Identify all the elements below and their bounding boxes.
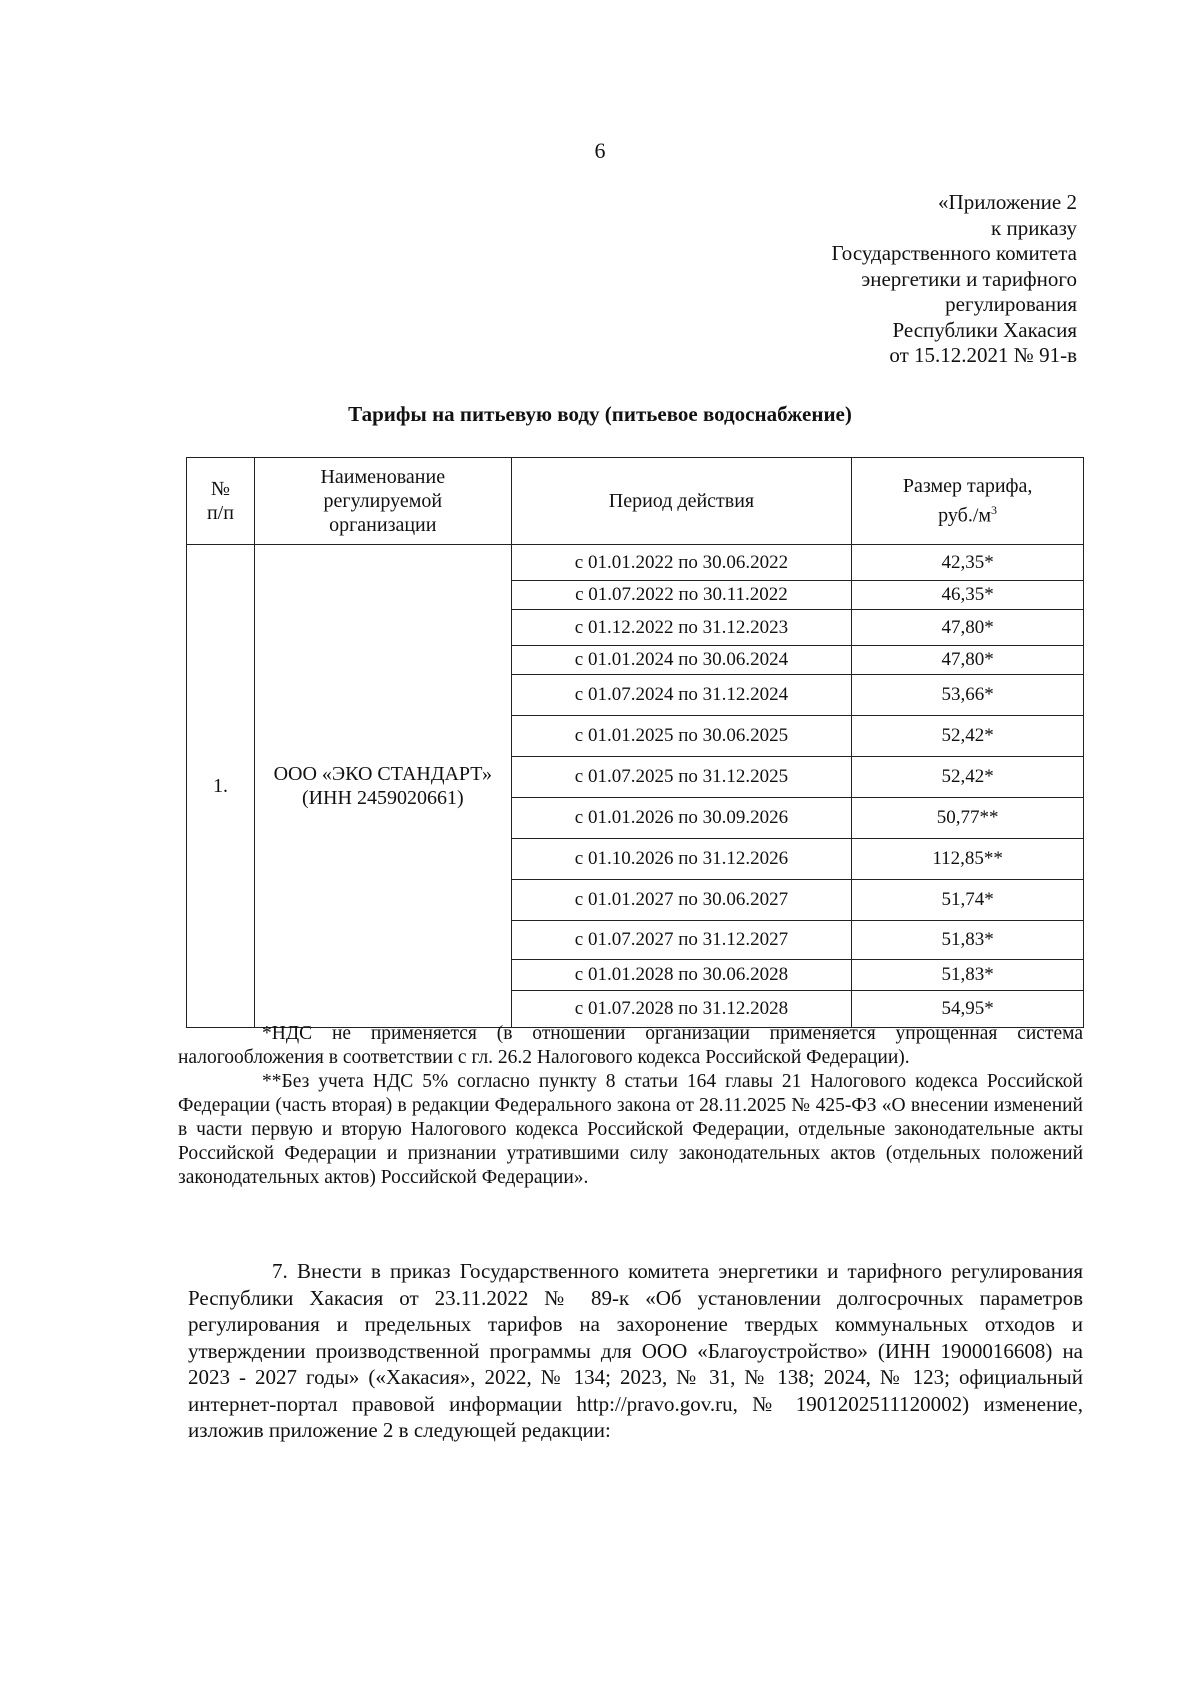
header-organization bbox=[254, 458, 511, 545]
organization-inn: (ИНН 2459020661) bbox=[301, 787, 464, 809]
period-cell: с 01.07.2024 по 31.12.2024 bbox=[511, 675, 852, 716]
period-cell: с 01.12.2022 по 31.12.2023 bbox=[511, 610, 852, 646]
period-cell: с 01.07.2028 по 31.12.2028 bbox=[511, 991, 852, 1028]
rate-unit: руб./м bbox=[938, 504, 992, 527]
appendix-line: Государственного комитета bbox=[831, 241, 1077, 265]
rate-cell: 51,74* bbox=[852, 880, 1084, 921]
organization-name: ООО «ЭКО СТАНДАРТ» bbox=[273, 763, 492, 785]
appendix-line: к приказу bbox=[991, 215, 1077, 240]
period-cell: с 01.01.2024 по 30.06.2024 bbox=[511, 646, 852, 675]
period-cell: с 01.01.2028 по 30.06.2028 bbox=[511, 960, 852, 991]
clause-7 bbox=[188, 1258, 1083, 1444]
rate-unit-superscript: 3 bbox=[991, 503, 998, 518]
period-cell: с 01.01.2027 по 30.06.2027 bbox=[511, 880, 852, 921]
tariff-table bbox=[186, 457, 1084, 1028]
appendix-line: «Приложение 2 bbox=[938, 190, 1077, 214]
period-cell: с 01.07.2027 по 31.12.2027 bbox=[511, 921, 852, 960]
table-header-row bbox=[187, 458, 1084, 545]
rate-cell: 50,77** bbox=[852, 798, 1084, 839]
header-rate-unit bbox=[852, 498, 1083, 528]
rate-cell: 112,85** bbox=[852, 839, 1084, 880]
rate-cell: 53,66* bbox=[852, 675, 1084, 716]
period-cell: с 01.01.2026 по 30.09.2026 bbox=[511, 798, 852, 839]
period-cell: с 01.01.2022 по 30.06.2022 bbox=[511, 545, 852, 581]
header-rate bbox=[852, 458, 1084, 545]
row-number-cell: 1. bbox=[187, 545, 255, 1028]
rate-cell: 46,35* bbox=[852, 581, 1084, 610]
rate-cell: 42,35* bbox=[852, 545, 1084, 581]
clause-7-text: 7. Внести в приказ Государственного комитета энергетики и тарифного регулирования Республики Хакасия от 23.11.2022 № 89-к «Об установлении долгосрочных параметров регулирования и предельных тарифов на захоронение твердых коммунальных отходов и утверждении производственной программы для ООО «Благоустройство» (ИНН 1900016608) на 2023 - 2027 годы» («Хакасия», 2022, № 134; 2023, № 31, № 138; 2024, № 123; официальный интернет-портал правовой информации http://pravo.gov.ru, № 1901202511120002) изменение, изложив приложение 2 в следующей редакции: bbox=[188, 1259, 1083, 1442]
document-title: Тарифы на питьевую воду (питьевое водоснабжение) bbox=[348, 402, 852, 426]
page-number: 6 bbox=[594, 138, 606, 163]
rate-cell: 47,80* bbox=[852, 646, 1084, 675]
appendix-header bbox=[832, 190, 1078, 369]
footnote-vat-not-applied: *НДС не применяется (в отношении организации применяется упрощенная система налогообложения в соответствии с гл. 26.2 Налогового кодекса Российской Федерации). bbox=[178, 1023, 1083, 1068]
rate-cell: 54,95* bbox=[852, 991, 1084, 1028]
period-cell: с 01.07.2025 по 31.12.2025 bbox=[511, 757, 852, 798]
period-cell: с 01.01.2025 по 30.06.2025 bbox=[511, 716, 852, 757]
rate-cell: 52,42* bbox=[852, 716, 1084, 757]
header-organization-line: регулируемой bbox=[323, 490, 443, 512]
header-organization-line: организации bbox=[329, 514, 437, 536]
organization-cell bbox=[254, 545, 511, 1028]
rate-cell: 47,80* bbox=[852, 610, 1084, 646]
appendix-line: энергетики и тарифного bbox=[861, 266, 1077, 291]
footnote-vat-excluded: **Без учета НДС 5% согласно пункту 8 статьи 164 главы 21 Налогового кодекса Российской Федерации (часть вторая) в редакции Федерального закона от 28.11.2025 № 425-ФЗ «О внесении изменений в части первую и вторую Налогового кодекса Российской Федерации, отдельные законодательные акты Российской Федерации и признании утратившими силу законодательных актов (отдельных положений законодательных актов) Российской Федерации». bbox=[178, 1071, 1083, 1188]
header-organization-line: Наименование bbox=[320, 466, 446, 488]
rate-cell: 51,83* bbox=[852, 921, 1084, 960]
appendix-line: регулирования bbox=[945, 292, 1077, 316]
header-rate-line: Размер тарифа, bbox=[902, 475, 1033, 498]
header-number bbox=[187, 458, 255, 545]
rate-cell: 52,42* bbox=[852, 757, 1084, 798]
table-row bbox=[187, 545, 1084, 581]
header-number-line: п/п bbox=[206, 502, 234, 524]
rate-cell: 51,83* bbox=[852, 960, 1084, 991]
period-cell: с 01.07.2022 по 30.11.2022 bbox=[511, 581, 852, 610]
header-number-line: № bbox=[210, 478, 230, 500]
footnotes bbox=[178, 1022, 1083, 1190]
appendix-line: от 15.12.2021 № 91-в bbox=[889, 343, 1077, 367]
period-cell: с 01.10.2026 по 31.12.2026 bbox=[511, 839, 852, 880]
appendix-line: Республики Хакасия bbox=[892, 317, 1077, 342]
header-period: Период действия bbox=[511, 458, 852, 545]
